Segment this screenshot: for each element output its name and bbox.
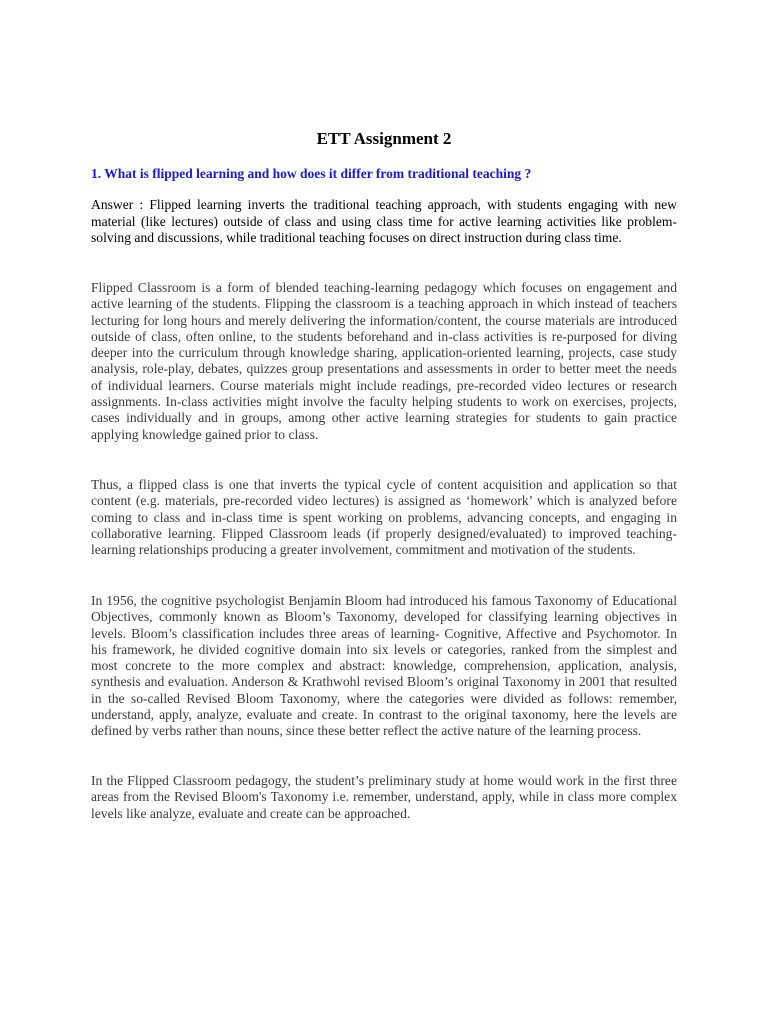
question-heading: 1. What is flipped learning and how does it differ from traditional teaching ? [91, 166, 532, 181]
document-title: ETT Assignment 2 [316, 129, 452, 148]
body-paragraph-flipped-pedagogy: In the Flipped Classroom pedagogy, the student’s preliminary study at home would work in the first three areas from the Revised Bloom's Taxonomy i.e. remember, understand, apply, while in class more complex levels like analyze, evaluate and create can be approached. [91, 773, 677, 821]
body-paragraph-flipped-class-cycle: Thus, a flipped class is one that inverts the typical cycle of content acquisition and application so that content (e.g. materials, pre-recorded video lectures) is assigned as ‘homework’ which is analyzed before coming to class and in-class time is spent working on problems, advancing concepts, and engaging in collaborative learning. Flipped Classroom leads (if properly designed/evaluated) to improved teaching-learning relationships producing a greater involvement, commitment and motivation of the students. [91, 477, 677, 558]
answer-paragraph: Answer : Flipped learning inverts the traditional teaching approach, with students engaging with new material (like lectures) outside of class and using class time for active learning activities like problem-solving and discussions, while traditional teaching focuses on direct instruction during class time. [91, 197, 677, 245]
body-paragraph-bloom-taxonomy: In 1956, the cognitive psychologist Benjamin Bloom had introduced his famous Taxonomy of Educational Objectives, commonly known as Bloom’s Taxonomy, developed for classifying learning objectives in levels. Bloom’s classification includes three areas of learning- Cognitive, Affective and Psychomotor. In his framework, he divided cognitive domain into six levels or categories, ranked from the simplest and most concrete to the more complex and abstract: knowledge, comprehension, application, analysis, synthesis and evaluation. Anderson & Krathwohl revised Bloom’s original Taxonomy in 2001 that resulted in the so-called Revised Bloom Taxonomy, where the categories were divided as follows: remember, understand, apply, analyze, evaluate and create. In contrast to the original taxonomy, here the levels are defined by verbs rather than nouns, since these better reflect the active nature of the learning process. [91, 593, 677, 739]
body-paragraph-flipped-classroom: Flipped Classroom is a form of blended teaching-learning pedagogy which focuses on engagement and active learning of the students. Flipping the classroom is a teaching approach in which instead of teachers lecturing for long hours and merely delivering the information/content, the course materials are introduced outside of class, often online, to the students beforehand and in-class activities is re-purposed for diving deeper into the curriculum through knowledge sharing, application-oriented learning, projects, case study analysis, role-play, debates, quizzes group presentations and assessments in order to better meet the needs of individual learners. Course materials might include readings, pre-recorded video lectures or research assignments. In-class activities might involve the faculty helping students to work on exercises, projects, cases individually and in groups, among other active learning strategies for students to gain practice applying knowledge gained prior to class. [91, 280, 677, 442]
